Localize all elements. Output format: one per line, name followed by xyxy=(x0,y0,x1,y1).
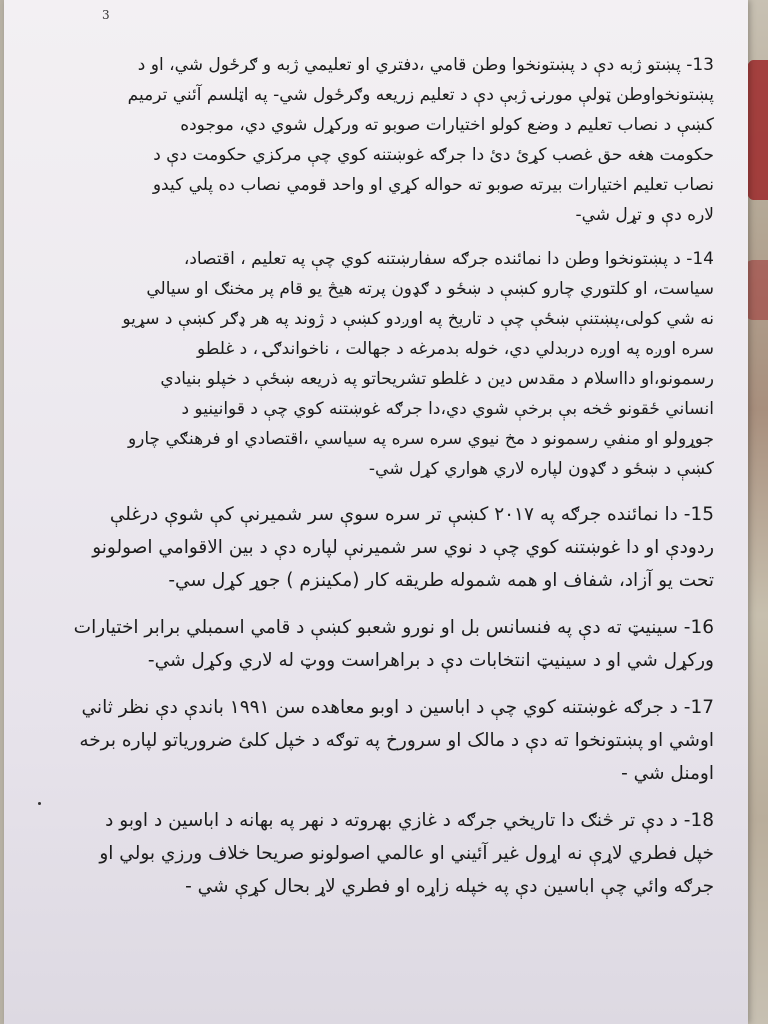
text-line: 15- دا نمائنده جرګه په ۲۰۱۷ کښې تر سره سوې سر شميرنې کې شوې درغلې xyxy=(109,504,714,525)
text-line: اوشي او پښتونخوا ته دې د مالک او سرورخ په توګه د خپل کلئ ضرورياتو لپاره برخه xyxy=(79,730,714,751)
text-line: رسمونو،او دااسلام د مقدس دين د غلطو تشريحاتو په ذريعه ښځې د خپلو بنيادي xyxy=(160,369,714,389)
text-line: سياست، او کلتوري چارو کښې د ښځو د ګډون پرته هيڅ يو قام پر مخنګ او سيالي xyxy=(146,279,714,299)
text-line: 17- د جرګه غوښتنه کوي چې د اباسين د اوبو معاهده سن ۱۹۹۱ باندې دې نظر ثاني xyxy=(81,697,714,718)
text-line: کښې د ښځو د ګډون لپاره لاري هواري کړل شي- xyxy=(368,459,714,479)
text-line: نه شي کولی،پښتنې ښځې چې د تاريخ په اوږدو کښې د ژوند په هر ډګر کښې د سړيو xyxy=(122,309,714,329)
text-line: حکومت هغه حق غصب کړئ دئ دا جرګه غوښتنه کوي چې مرکزي حکومت دې د xyxy=(153,145,714,165)
text-line: جرګه وائي چې اباسين دې په خپله زاړه او فطري لاړ بحال کړې شي - xyxy=(185,876,714,897)
text-line: اومنل شي - xyxy=(621,763,714,784)
text-line: 18- د دې تر څنګ دا تاريخي جرګه د غازي بهروته د نهر په بهانه د اباسين د اوبو د xyxy=(105,810,714,831)
text-line: 14- د پښتونخوا وطن دا نمائنده جرګه سفارښتنه کوي چې په تعليم ، اقتصاد، xyxy=(183,249,714,269)
text-line: 13- پښتو ژبه دې د پښتونخوا وطن قامي ،دفتري او تعليمي ژبه و ګرځول شي، او د xyxy=(137,55,714,75)
text-line: خپل فطري لاړې نه اړول غير آئيني او عالمي اصولونو صريحا خلاف ورزي بولي او xyxy=(99,843,714,864)
text-line: ورکړل شي او د سينيټ انتخابات دې د براهراست ووټ له لاري وکړل شي- xyxy=(147,650,714,671)
text-line: لاره دې و تړل شي- xyxy=(575,205,714,225)
text-line: پښتونخواوطن ټولې مورنۍ ژبې دې د تعليم زريعه وګرځول شي- په اټلسم آئني ترميم xyxy=(127,85,714,105)
text-line: ردودې او دا غوښتنه کوي چې د نوي سر شميرنې لپاره دې د بين الاقوامي اصولونو xyxy=(92,537,714,558)
document-page xyxy=(4,0,748,1024)
document-body xyxy=(64,50,714,917)
text-line: سره اوږه په اوږه دربدلي دي، خوله بدمرغه د جهالت ، ناخواندګۍ ، د غلطو xyxy=(197,339,714,359)
text-line: نصاب تعليم اختيارات بيرته صوبو ته حواله کړي او واحد قومي نصاب ده پلي کيدو xyxy=(152,175,714,195)
paragraph-18 xyxy=(64,804,714,903)
text-line: 16- سينيټ ته دې په فنسانس بل او نورو شعبو کښې د قامي اسمبلي برابر اختيارات xyxy=(73,617,714,638)
paragraph-14 xyxy=(64,244,714,484)
page-number: 3 xyxy=(102,8,110,22)
paragraph-17 xyxy=(64,691,714,790)
text-line: انساني ځقونو څخه بې برخې شوي دي،دا جرګه غوښتنه کوي چې د قوانينيو د xyxy=(181,399,714,419)
text-line: تحت يو آزاد، شفاف او همه شموله طريقه کار (مکينزم ) جوړ کړل سي- xyxy=(168,570,714,591)
paragraph-13 xyxy=(64,50,714,230)
paragraph-16 xyxy=(64,611,714,677)
text-line: جوړولو او منفي رسمونو د مخ نيوي سره سره په سياسي ،اقتصادي او فرهنګي چارو xyxy=(127,429,714,449)
text-line: کښې د نصاب تعليم د وضع کولو اختيارات صوبو ته ورکړل شوي دي، موجوده xyxy=(180,115,714,135)
ink-dot xyxy=(38,802,41,805)
paragraph-15 xyxy=(64,498,714,597)
